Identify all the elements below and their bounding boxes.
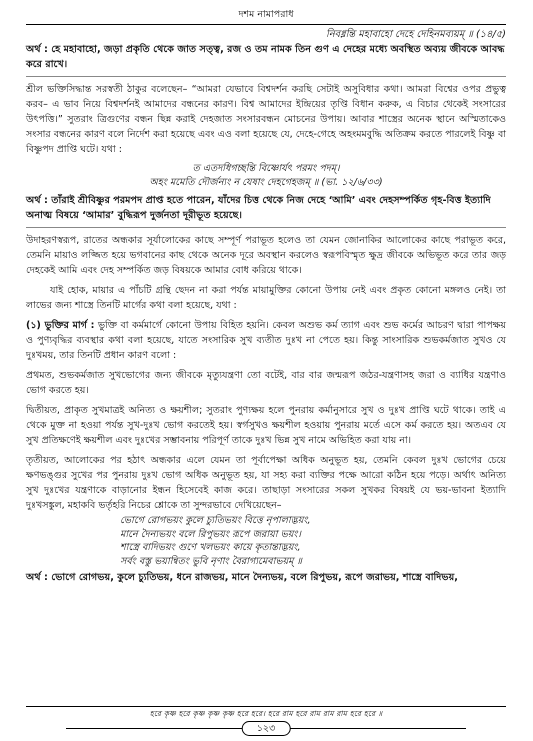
verse-2-line-2: অহং মমেতি দৌর্জন্যং ন যেষাং দেহগেহজম্‌ ॥ (ভা. ১২/৬/৩৩) [149,177,383,188]
paragraph-1: শ্রীল ভক্তিসিদ্ধান্ত সরস্বতী ঠাকুর বলেছেন– “আমরা যেভাবে বিশ্বদর্শন করছি সেটাই অসুবিধার কথা। আমরা বিশ্বের ওপর প্রভুত্ব করব– এ ভাব নিয়ে বিশ্বদর্শনই আমাদের বন্ধনের কারণ। বিশ্ব আমাদের ইন্দ্রিয়ের তৃপ্তি বিধান করুক, এ বিচার থেকেই সংসারের উৎপত্তি।” সুতরাং ত্রিগুণের বন্ধন ছিন্ন করাই দেহজাত সংসারবন্ধন মোচনের উপায়। আবার শাস্ত্রের অনেক স্থানে অস্মিতাকেও সংসার বন্ধনের কারণ বলে নির্দেশ করা হয়েছে এবং এও বলা হয়েছে যে, দেহে-গেহে অহংমমবুদ্ধি অতিক্রম করতে পারলেই বিষ্ণু বা বিষ্ণুপদ প্রাপ্তি ঘটে। যথা : [26,84,506,155]
paragraph-4-text: ভুক্তি বা কর্মমার্গে কোনো উপায় বিহিত হয়নি। কেবল অশুভ কর্ম ত্যাগ এবং শুভ কর্মের আচরণ দ্বারা পাপক্ষয় ও পুণ্যবৃদ্ধির ব্যবস্থার কথা বলা হয়েছে, যাতে সংসারিক সুখ ব্যতীত দুঃখ না পেতে হয়। কিন্তু সাংসারিক শুভকর্মজাত সুখও যে দুঃখময়, তার তিনটি প্রধান কারণ বলো : [26,320,506,361]
paragraph-2: উদাহরণস্বরূপ, রাতের অন্ধকার সূর্যালোকের কাছে সম্পূর্ণ পরাভূত হলেও তা যেমন জোনাকির আলোকের কাছে পরাভূত করে, তেমনি মায়াও লজ্জিত হয়ে ভগবানের কাছ থেকে অনেক দূরে অবস্থান করলেও স্বরূপবিস্মৃত ক্ষুদ্র জীবকে অভিভূত করে তার জড় দেহকেই আমি এবং দেহ সম্পর্কিত জড় বিষয়কে আমার বোধ করিয়ে থাকে। [26,235,506,276]
divider [26,227,506,228]
verse-2-line-1: ত এতদধিগচ্ছন্তি বিষ্ণোর্যৎ পরমং পদম্। [192,163,340,174]
paragraph-3: যাই হোক, মায়ার এ পাঁচটি গ্রন্থি ছেদন না করা পর্যন্ত মায়ামুক্তির কোনো উপায় নেই এবং প্রকৃত কোনো মঙ্গলও নেই। তা লাভের জন্য শাস্ত্রে তিনটি মার্গের কথা বলা হয়েছে, যথা : [26,285,506,311]
page-content [26,0,506,590]
footer-rule [26,706,506,707]
verse-top: নিবধ্নন্তি মহাবাহো দেহে দেহিনমব্যয়ম্‌ ॥ (১৪/৫) [326,29,506,40]
paragraph-5: প্রথমত, শুভকর্মজাত সুখভোগের জন্য জীবকে মৃত্যুযন্ত্রণা তো বটেই, বার বার জন্মরূপ জঠর-যন্ত্রণাসহ জরা ও ব্যাধির যন্ত্রণাও ভোগ করতে হয়। [26,370,506,396]
meaning-2: অর্থ : তাঁরাই শ্রীবিষ্ণুর পরমপদ প্রাপ্ত হতে পারেন, যাঁদের চিত্ত থেকে নিজ দেহে ‘আমি’ এবং দেহসম্পর্কিত গৃহ-বিত্ত ইত্যাদি অনাত্ম বিষয়ে ‘আমার’ বুদ্ধিরূপ দুর্জনতা দূরীভূত হয়েছে। [26,195,491,221]
marga-label: (১) ভুক্তির মার্গ : [26,320,95,331]
page-header: দশম নামাপরাধ [238,9,294,20]
footer-mantra: হরে কৃষ্ণ হরে কৃষ্ণ কৃষ্ণ কৃষ্ণ হরে হরে। হরে রাম হরে রাম রাম রাম হরে হরে ॥ [149,709,383,718]
header-rule [26,24,506,25]
paragraph-7: তৃতীয়ত, আলোকের পর হঠাৎ অন্ধকার এলে যেমন তা পূর্বাপেক্ষা অধিক অনুভূত হয়, তেমনি কেবল দুঃখ ভোগের চেয়ে ক্ষণভঙ্গুর সুখের পর পুনরায় দুঃখ ভোগ অধিক অনুভূত হয়, যা সহ্য করা ব্যক্তির পক্ষে আরো কঠিন হয়ে পড়ে। অর্থাৎ অনিত্য সুখ দুঃখের যন্ত্রণাকে বাড়ানোর ইন্ধন হিসেবেই কাজ করে। তাছাড়া সংসারের সকল সুখকর বিষয়ই যে ভয়-ভাবনা ইত্যাদি দুঃখসঙ্কুল, মহাকবি ভর্তৃহরি নিচের শ্লোকে তা সুন্দরভাবে দেখিয়েছেন– [26,455,506,511]
verse-3-line-3: শাস্ত্রে বাদিভয়ং গুণে খলভয়ং কায়ে কৃতান্তাদ্ভয়ং, [120,542,301,554]
divider [26,76,506,77]
verse-3-line-2: মানে দৈন্যভয়ং বলে রিপুভয়ং রূপে জরায়া ভয়ং। [120,528,301,540]
meaning-1: অর্থ : হে মহাবাহো, জড়া প্রকৃতি থেকে জাত সত্ত্ব, রজ ও তম নামক তিন গুণ এ দেহের মধ্যে অবস্থিত অব্যয় জীবকে আবদ্ধ করে রাখে। [26,44,505,70]
verse-3-line-4: সর্বং বস্তু ভয়ান্বিতং ভুবি নৃণাং বৈরাগ্যমেবাভয়ম্‌ ॥ [120,555,302,567]
paragraph-4 [26,318,506,363]
page-number: ১২৩ [242,721,291,736]
page-number-box [26,721,506,735]
verse-3-line-1: ভোগে রোগভয়ং কুলে চ্যুতিভয়ং বিত্তে নৃপালাদ্ভয়ং, [120,515,311,526]
meaning-3: অর্থ : ভোগে রোগভয়, কুলে চ্যুতিভয়, ধনে রাজভয়, মানে দৈন্যভয়, বলে রিপুভয়, রূপে জরাভয়, শাস্ত্রে বাদিভয়, [26,572,458,584]
paragraph-6: দ্বিতীয়ত, প্রাকৃত সুখমাত্রই অনিত্য ও ক্ষয়শীল; সুতরাং পুণ্যক্ষয় হলে পুনরায় কর্মানুসারে সুখ ও দুঃখ প্রাপ্তি ঘটে থাকে। তাই এ থেকে মুক্ত না হওয়া পর্যন্ত সুখ-দুঃখ ভোগ করতেই হয়। স্বর্গসুখও ক্ষয়শীল হওয়ায় পুনরায় মর্তে এসে কর্ম করতে হয়। অতএব যে সুখ প্রতিক্ষণেই ক্ষয়শীল এবং দুঃখের সম্ভাবনায় পরিপূর্ণ তাকে দুঃখ ভিন্ন সুখ নামে অভিহিত করা যায় না। [26,405,506,446]
